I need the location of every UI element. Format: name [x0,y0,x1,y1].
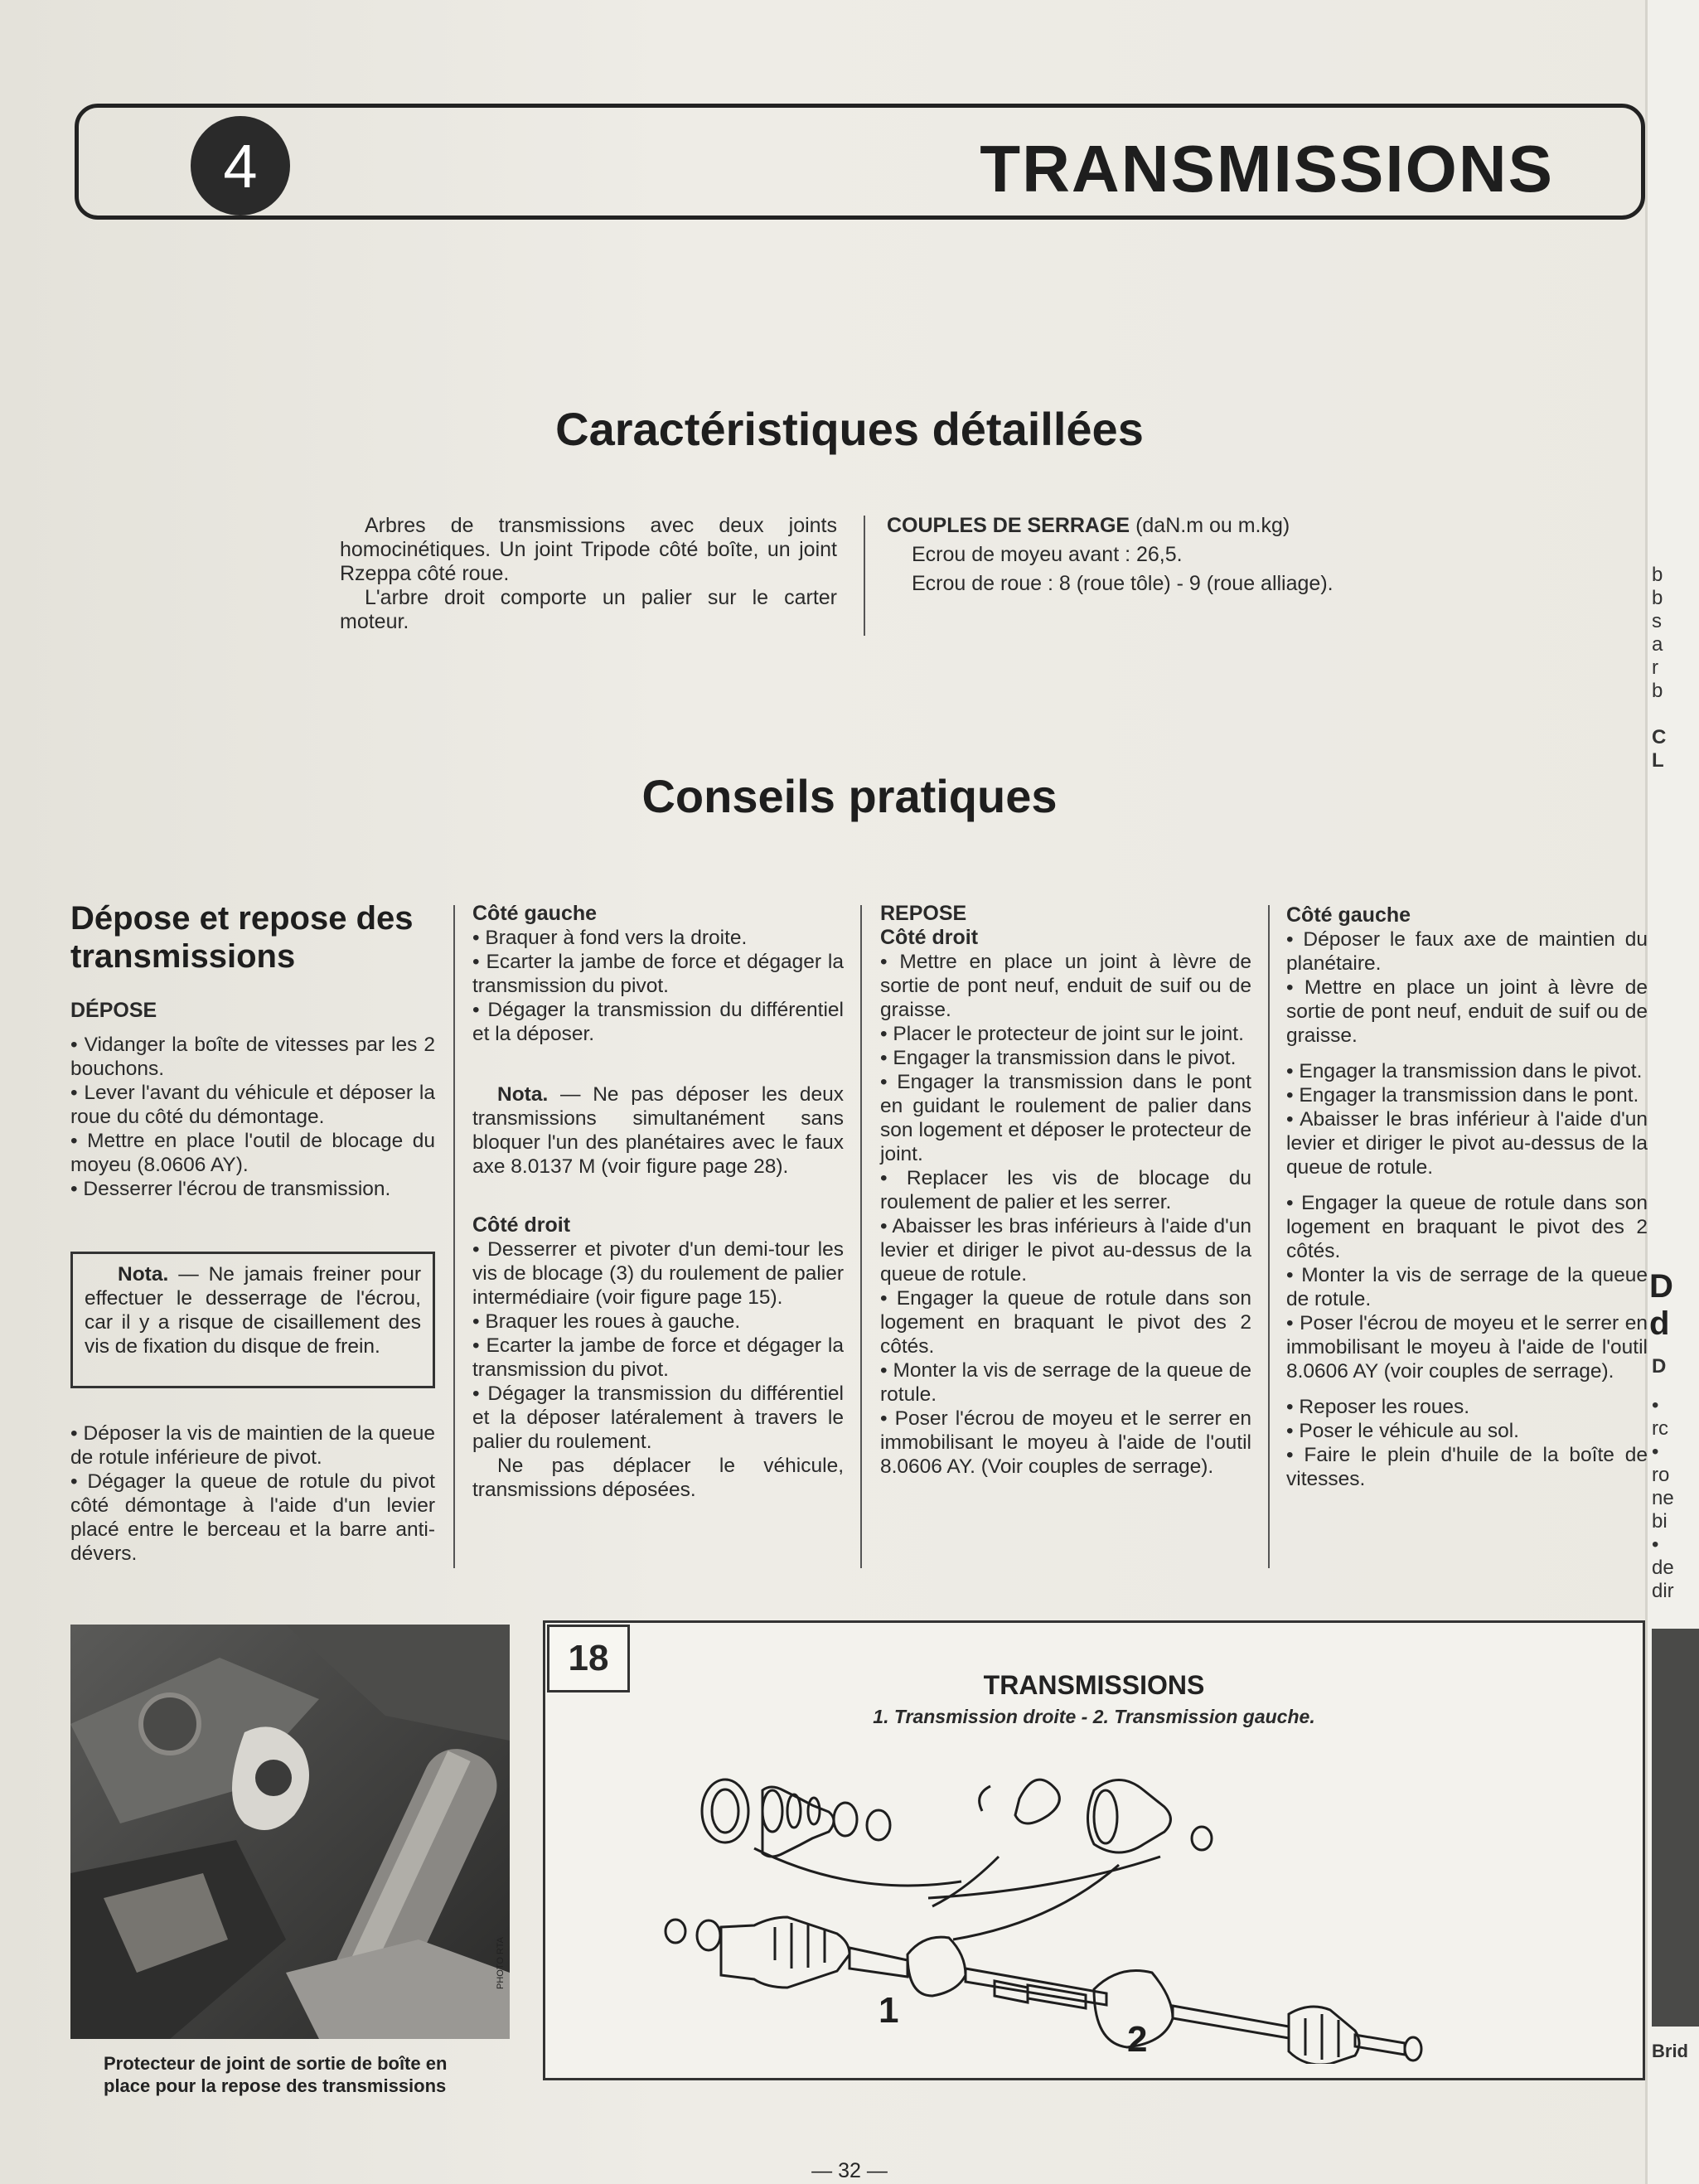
nota-text: — Ne jamais freiner pour effectuer le desserrage de l'écrou, car il y a risque de cisaillement des vis de fixation du disque de frein. [85,1263,421,1358]
list-item: • Engager la queue de rotule dans son logement en braquant le pivot des 2 côtés. [1286,1192,1648,1262]
figure-subtitle: 1. Transmission droite - 2. Transmission gauche. [873,1706,1315,1727]
edge-text: b [1652,680,1663,702]
caracteristiques-title: Caractéristiques détaillées [555,403,1144,455]
list-item: • Braquer les roues à gauche. [472,1310,741,1333]
edge-heading: d [1649,1305,1670,1342]
repose-heading: REPOSE [880,902,967,925]
list-item: • Reposer les roues. [1286,1396,1470,1418]
edge-text: D [1652,1355,1667,1378]
edge-text: • [1652,1441,1659,1463]
photo-transmission-protector [70,1625,510,2039]
list-item: • Monter la vis de serrage de la queue de rotule. [1286,1264,1648,1310]
figure-label-1: 1 [879,1990,899,2031]
photo-illustration [70,1625,510,2039]
list-item: • Lever l'avant du véhicule et déposer la roue du côté du démontage. [70,1082,435,1128]
list-item: • Abaisser les bras inférieurs à l'aide d'un levier et diriger le pivot au-dessus de la queue de rotule. [880,1215,1251,1286]
edge-text: ro [1652,1464,1670,1486]
list-item: • Monter la vis de serrage de la queue de rotule. [880,1359,1251,1406]
edge-heading: D [1649,1268,1673,1305]
edge-text: s [1652,610,1662,632]
couples-line: Ecrou de roue : 8 (roue tôle) - 9 (roue alliage). [912,572,1334,595]
edge-caption: Brid [1652,2041,1688,2061]
list-item: • Engager la transmission dans le pivot. [880,1047,1237,1069]
figure-number: 18 [547,1625,630,1692]
column-1-depose [70,999,435,1201]
nota-label: Nota. [497,1083,549,1106]
list-item: • Dégager la transmission du différentiel et la déposer. [472,999,844,1045]
list-item: Ne pas déplacer le véhicule, transmissions déposées. [472,1455,844,1501]
couples-de-serrage [887,514,1401,596]
nota-box [70,1252,435,1388]
list-item: • Déposer la vis de maintien de la queue de rotule inférieure de pivot. [70,1422,435,1469]
edge-text: b [1652,564,1663,586]
edge-text: r [1652,656,1658,679]
column-2 [472,902,844,1502]
list-item: • Engager la transmission dans le pont en guidant le roulement de palier dans son logement et déposer le protecteur de joint. [880,1071,1251,1165]
couples-unit: (daN.m ou m.kg) [1135,514,1290,537]
cote-gauche-heading: Côté gauche [1286,903,1411,927]
cote-droit-heading: Côté droit [472,1213,571,1237]
caracteristiques-line: Arbres de transmissions avec deux joints homocinétiques. Un joint Tripode côté boîte, un joint Rzeppa côté roue. [340,514,837,585]
conseils-title: Conseils pratiques [641,770,1058,822]
cote-gauche-heading: Côté gauche [472,902,598,925]
transmission-diagram [630,1732,1558,2064]
chapter-title: TRANSMISSIONS [980,132,1554,206]
list-item: • Ecarter la jambe de force et dégager la transmission du pivot. [472,1334,844,1381]
cote-droit-heading: Côté droit [880,926,979,949]
column-3 [880,902,1251,1479]
list-item: • Abaisser le bras inférieur à l'aide d'un levier et diriger le pivot au-dessus de la queue de rotule. [1286,1108,1648,1179]
photo-credit: PHOTO RTA [496,1937,506,1989]
edge-text: L [1652,749,1664,772]
page-number: — 32 — [811,2159,888,2182]
edge-text: ne [1652,1487,1674,1509]
list-item: • Dégager la transmission du différentiel et la déposer latéralement à travers le palier du roulement. [472,1383,844,1453]
figure-label-2: 2 [1127,2019,1148,2060]
column-divider [860,905,862,1568]
list-item: • Braquer à fond vers la droite. [472,927,748,949]
column-divider [864,516,865,636]
nota-label: Nota. [118,1263,169,1286]
list-item: • Desserrer l'écrou de transmission. [70,1178,391,1200]
edge-text: dir [1652,1580,1674,1602]
edge-photo-strip [1652,1629,1699,2027]
list-item: • Replacer les vis de blocage du roulement de palier et les serrer. [880,1167,1251,1213]
list-item: • Vidanger la boîte de vitesses par les 2 bouchons. [70,1034,435,1080]
list-item: • Engager la transmission dans le pivot. [1286,1060,1643,1082]
list-item: • Ecarter la jambe de force et dégager la transmission du pivot. [472,951,844,997]
caracteristiques-text [340,514,837,634]
edge-text: a [1652,633,1663,656]
chapter-number-badge: 4 [191,116,290,215]
list-item: • Mettre en place un joint à lèvre de sortie de pont neuf, enduit de suif ou de graisse. [1286,976,1648,1047]
caracteristiques-line: L'arbre droit comporte un palier sur le carter moteur. [340,586,837,633]
list-item: • Dégager la queue de rotule du pivot côté démontage à l'aide d'un levier placé entre le berceau et la barre anti-dévers. [70,1470,435,1565]
edge-text: de [1652,1557,1674,1579]
edge-text: b [1652,587,1663,609]
edge-text: C [1652,726,1667,748]
photo-caption: Protecteur de joint de sortie de boîte en place pour la repose des transmissions [104,2053,448,2096]
list-item: • Faire le plein d'huile de la boîte de vitesses. [1286,1444,1648,1490]
list-item: • Engager la transmission dans le pont. [1286,1084,1639,1107]
couples-line: Ecrou de moyeu avant : 26,5. [912,543,1183,566]
list-item: • Mettre en place l'outil de blocage du moyeu (8.0606 AY). [70,1130,435,1176]
depose-repose-heading: Dépose et repose des transmissions [70,900,414,975]
edge-text: bi [1652,1510,1668,1533]
edge-text: • [1652,1394,1659,1416]
column-divider [1268,905,1270,1568]
list-item: • Engager la queue de rotule dans son logement en braquant le pivot des 2 côtés. [880,1287,1251,1358]
column-1-continued [70,1421,435,1566]
list-item: • Déposer le faux axe de maintien du planétaire. [1286,928,1648,975]
list-item: • Poser l'écrou de moyeu et le serrer en immobilisant le moyeu à l'aide de l'outil 8.0606 AY (voir couples de serrage). [1286,1312,1648,1383]
figure-title: TRANSMISSIONS [983,1670,1205,1700]
couples-label: COUPLES DE SERRAGE [887,514,1130,537]
column-4 [1286,903,1648,1491]
list-item: • Desserrer et pivoter d'un demi-tour les vis de blocage (3) du roulement de palier intermédiaire (voir figure page 15). [472,1238,844,1309]
column-divider [453,905,455,1568]
list-item: • Placer le protecteur de joint sur le joint. [880,1023,1244,1045]
edge-text: rc [1652,1417,1668,1440]
list-item: • Mettre en place un joint à lèvre de sortie de pont neuf, enduit de suif ou de graisse. [880,951,1251,1021]
edge-text: • [1652,1533,1659,1556]
list-item: • Poser l'écrou de moyeu et le serrer en immobilisant le moyeu à l'aide de l'outil 8.0606 AY. (Voir couples de serrage). [880,1407,1251,1478]
list-item: • Poser le véhicule au sol. [1286,1420,1519,1442]
depose-subheading: DÉPOSE [70,999,157,1022]
nota-text: — Ne pas déposer les deux transmissions simultanément sans bloquer l'un des planétaires avec le faux axe 8.0137 M (voir figure page 28). [472,1083,844,1178]
